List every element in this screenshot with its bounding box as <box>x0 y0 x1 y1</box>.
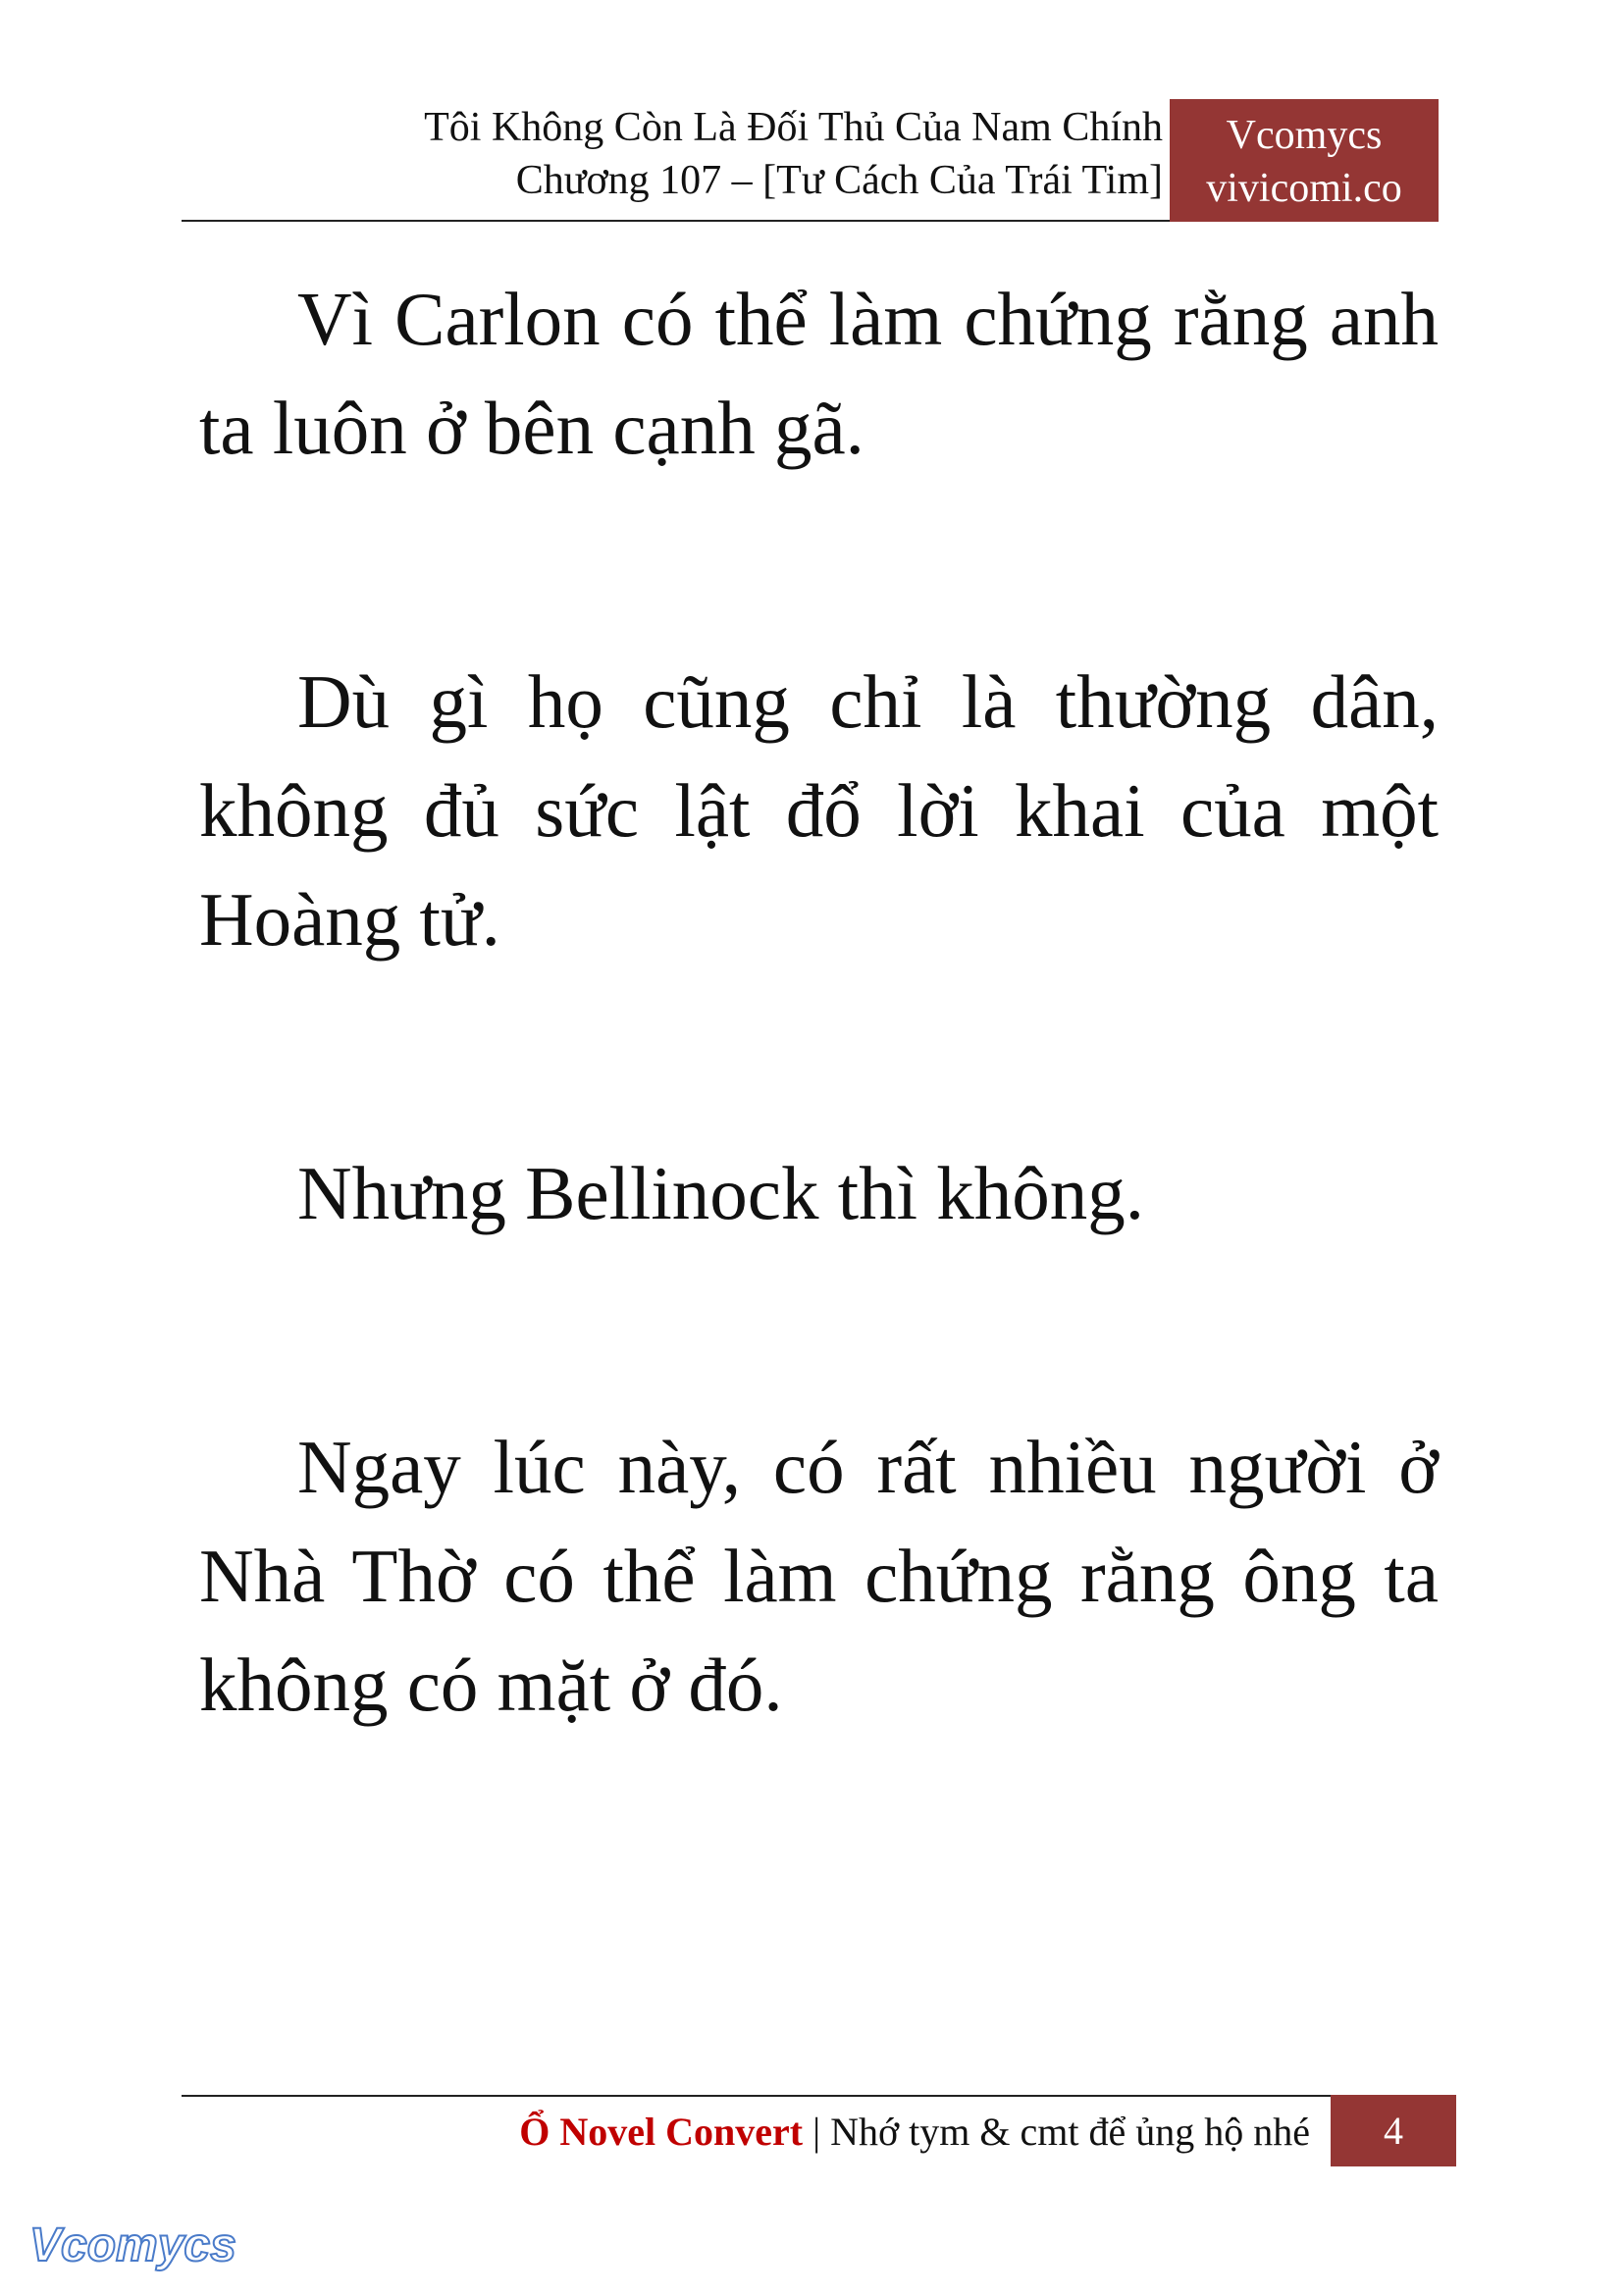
site-badge-name: Vcomycs <box>1226 113 1383 158</box>
watermark-text: Vcomycs <box>29 2219 236 2271</box>
running-header <box>182 101 1163 207</box>
paragraph: Vì Carlon có thể làm chứng rằng anh ta luôn ở bên cạnh gã. <box>199 277 1439 470</box>
footer-divider <box>182 2095 1331 2097</box>
footer-brand: Ổ Novel Convert <box>519 2110 804 2154</box>
page-number: 4 <box>1331 2095 1456 2166</box>
page-body <box>199 265 1439 1904</box>
chapter-title: Chương 107 – [Tư Cách Của Trái Tim] <box>515 158 1163 203</box>
paragraph: Dù gì họ cũng chỉ là thường dân, không đủ sức lật đổ lời khai của một Hoàng tử. <box>199 659 1439 962</box>
footer-message: Nhớ tym & cmt để ủng hộ nhé <box>830 2110 1310 2154</box>
paragraph: Nhưng Bellinock thì không. <box>297 1151 1145 1235</box>
paragraph: Ngay lúc này, có rất nhiều người ở Nhà Thờ có thể làm chứng rằng ông ta không có mặt ở đó. <box>199 1425 1439 1727</box>
site-badge-url: vivicomi.co <box>1206 166 1402 211</box>
book-title: Tôi Không Còn Là Đối Thủ Của Nam Chính <box>424 105 1163 150</box>
footer <box>182 2103 1310 2162</box>
header-divider <box>182 220 1170 222</box>
footer-separator: | <box>803 2110 831 2154</box>
vcomycs-watermark-logo <box>27 2216 253 2274</box>
site-badge <box>1170 99 1439 222</box>
